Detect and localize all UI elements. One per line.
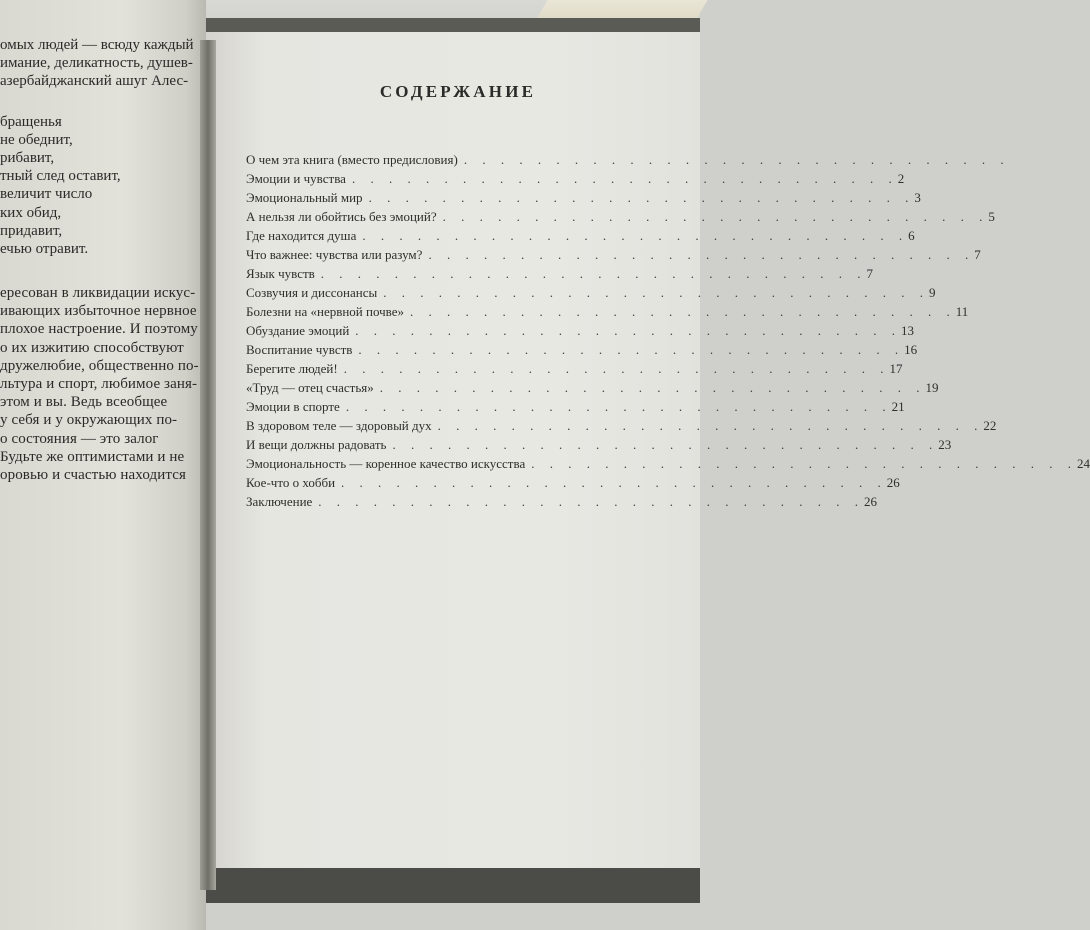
toc-leader-dots: . . . . . . . . . . . . . . . . . . . . . . . . . . . . . . [442, 209, 989, 224]
toc-leader-dots: . . . . . . . . . . . . . . . . . . . . . . . . . . . . . . [428, 247, 975, 262]
toc-entry [246, 283, 936, 302]
toc-entry-title: Созвучия и диссонансы [246, 285, 378, 300]
text-line: величит число [0, 186, 93, 203]
toc-entry [246, 264, 874, 283]
toc-leader-dots: . . . . . . . . . . . . . . . . . . . . . . . . . . . . . . [343, 361, 890, 376]
toc-leader-dots: . . . . . . . . . . . . . . . . . . . . . . . . . . . . . . [351, 171, 898, 186]
toc-entry-page: 11 [955, 304, 969, 319]
toc-entry [246, 397, 905, 416]
toc-entry [246, 207, 995, 226]
verse-block [0, 113, 200, 259]
toc-entry-title: Обуздание эмоций [246, 323, 350, 338]
toc-entry [246, 435, 952, 454]
text-line: ересован в ликвидации искус- [0, 285, 196, 302]
toc-entry [246, 321, 915, 340]
toc-leader-dots: . . . . . . . . . . . . . . . . . . . . . . . . . . . . . . [368, 190, 915, 205]
toc-leader-dots: . . . . . . . . . . . . . . . . . . . . . . . . . . . . . . [383, 285, 929, 300]
toc-entry-title: Заключение [246, 494, 313, 509]
toc-entry-title: А нельзя ли обойтись без эмоций? [246, 209, 437, 224]
toc-entry-page: 2 [897, 171, 905, 186]
toc-entry [246, 416, 997, 435]
toc-entry [246, 226, 915, 245]
toc-entry-page: 5 [988, 209, 995, 224]
text-line: бращенья [0, 113, 62, 130]
toc-entry [246, 492, 878, 511]
book-back-cover [180, 865, 700, 903]
toc-entry-title: В здоровом теле — здоровый дух [246, 418, 432, 433]
book-gutter [200, 40, 216, 890]
toc-leader-dots: . . . . . . . . . . . . . . . . . . . . . . . . . . . . . . [341, 475, 887, 490]
text-line: льтура и спорт, любимое заня- [0, 376, 198, 392]
text-line: придавит, [0, 222, 63, 239]
toc-entry-page: 13 [901, 323, 915, 338]
toc-entry [246, 302, 969, 321]
prose-paragraph [0, 284, 200, 484]
toc-entry-title: Язык чувств [246, 266, 315, 281]
text-line: азербайджанский ашуг Алес- [0, 73, 189, 90]
toc-leader-dots: . . . . . . . . . . . . . . . . . . . . . . . . . . . . . . [345, 399, 892, 414]
toc-leader-dots: . . . . . . . . . . . . . . . . . . . . . . . . . . . . . . [320, 266, 867, 281]
toc-entry-title: Эмоциональный мир [246, 190, 363, 205]
text-line: рибавит, [0, 149, 55, 166]
toc-entry-title: Где находится душа [246, 228, 357, 243]
text-line: ивающих избыточное нервное [0, 303, 197, 320]
toc-entry [246, 245, 981, 264]
toc-entry-page: 7 [866, 266, 874, 281]
text-line: имание, деликатность, душев- [0, 55, 193, 72]
toc-entry-title: Болезни на «нервной почве» [246, 304, 405, 319]
text-line: у себя и у окружающих по- [0, 412, 178, 429]
toc-leader-dots: . . . . . . . . . . . . . . . . . . . . . . . . . . . . . . [379, 380, 926, 395]
toc-entry-page: 7 [974, 247, 981, 262]
intro-paragraph [0, 36, 200, 91]
text-line: этом и вы. Ведь всеобщее [0, 394, 168, 411]
toc-entry [246, 454, 1090, 473]
toc-entry-title: Эмоциональность — коренное качество искусства [246, 456, 526, 471]
toc-entry-title: О чем эта книга (вместо предисловия) [246, 152, 458, 167]
toc-leader-dots: . . . . . . . . . . . . . . . . . . . . . . . . . . . . . . [463, 152, 1010, 167]
table-of-contents [246, 150, 1090, 511]
toc-entry-page: 19 [925, 380, 939, 395]
text-line: плохое настроение. И поэтому [0, 321, 198, 338]
toc-entry-page: 17 [889, 361, 903, 376]
toc-entry [246, 169, 905, 188]
toc-heading: СОДЕРЖАНИЕ [379, 82, 537, 101]
toc-entry-title: «Труд — отец счастья» [246, 380, 374, 395]
toc-leader-dots: . . . . . . . . . . . . . . . . . . . . . . . . . . . . . . [318, 494, 865, 509]
toc-entry [246, 188, 921, 207]
text-line: тный след оставит, [0, 168, 121, 185]
toc-entry [246, 473, 900, 492]
toc-entry-page: 26 [886, 475, 900, 490]
toc-entry-page: 6 [908, 228, 915, 243]
toc-entry-page: 3 [914, 190, 921, 205]
toc-entry-title: И вещи должны радовать [246, 437, 387, 452]
toc-leader-dots: . . . . . . . . . . . . . . . . . . . . . . . . . . . . . . [531, 456, 1077, 471]
text-line: оровью и счастью находится [0, 466, 186, 483]
toc-leader-dots: . . . . . . . . . . . . . . . . . . . . . . . . . . . . . . [355, 323, 902, 338]
text-line: ких обид, [0, 204, 62, 221]
toc-entry-page: 22 [983, 418, 997, 433]
toc-entry-title: Кое-что о хобби [246, 475, 336, 490]
toc-entry-page: 26 [864, 494, 878, 509]
toc-leader-dots: . . . . . . . . . . . . . . . . . . . . . . . . . . . . . . [437, 418, 984, 433]
text-line: дружелюбие, общественно по- [0, 357, 199, 374]
text-line: Будьте же оптимистами и не [0, 448, 185, 465]
toc-entry-page: 23 [938, 437, 952, 452]
text-line: о их изжитию способствуют [0, 339, 184, 356]
text-line: омых людей — всюду каждый [0, 37, 194, 53]
left-page-text [0, 36, 200, 484]
toc-leader-dots: . . . . . . . . . . . . . . . . . . . . . . . . . . . . . . [392, 437, 939, 452]
toc-entry-title: Эмоции и чувства [246, 171, 346, 186]
toc-entry-title: Воспитание чувств [246, 342, 353, 357]
toc-leader-dots: . . . . . . . . . . . . . . . . . . . . . . . . . . . . . . [362, 228, 909, 243]
toc-entry-page: 21 [891, 399, 905, 414]
text-line: ечью отравит. [0, 240, 89, 257]
toc-entry-title: Эмоции в спорте [246, 399, 340, 414]
toc-entry [246, 340, 918, 359]
text-line: о состояния — это залог [0, 430, 159, 447]
toc-entry [246, 359, 903, 378]
toc-leader-dots: . . . . . . . . . . . . . . . . . . . . . . . . . . . . . . [358, 342, 905, 357]
toc-entry [246, 150, 1010, 169]
toc-entry-page: 9 [928, 285, 936, 300]
toc-entry-title: Берегите людей! [246, 361, 338, 376]
left-page [0, 0, 206, 930]
toc-entry [246, 378, 939, 397]
text-line: не обеднит, [0, 131, 73, 148]
toc-entry-page: 16 [904, 342, 918, 357]
toc-entry-page: 24 [1076, 456, 1090, 471]
toc-leader-dots: . . . . . . . . . . . . . . . . . . . . . . . . . . . . . . [410, 304, 956, 319]
toc-entry-title: Что важнее: чувства или разум? [246, 247, 423, 262]
